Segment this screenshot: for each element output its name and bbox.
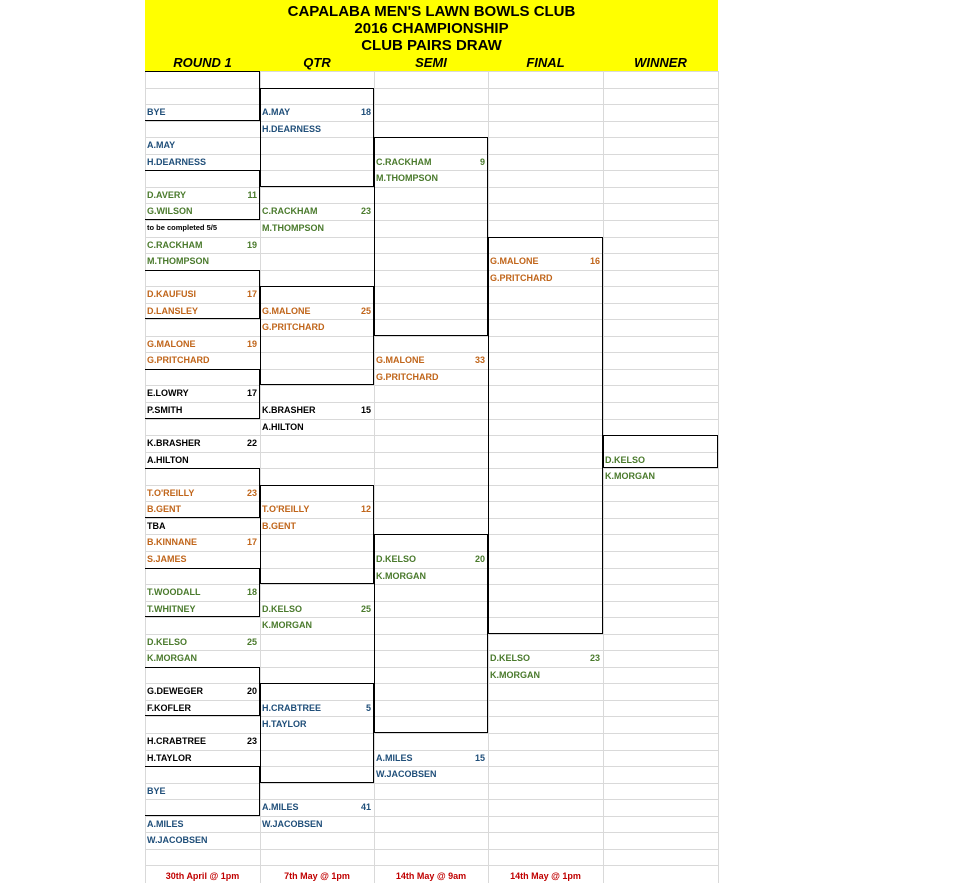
- player-pair-name: C.RACKHAM: [147, 239, 203, 250]
- player-pair-name: M.THOMPSON: [262, 222, 324, 233]
- match-score: 15: [474, 752, 485, 763]
- player-pair-name: H.TAYLOR: [262, 719, 307, 730]
- qtr-date: 7th May @ 1pm: [284, 871, 350, 881]
- match-score: 23: [360, 206, 371, 217]
- final-heading: FINAL: [526, 55, 565, 70]
- player-pair-name: G.MALONE: [376, 355, 425, 366]
- match-score: 19: [246, 239, 257, 250]
- player-pair-name: G.MALONE: [262, 305, 311, 316]
- player-pair-name: A.MILES: [376, 752, 413, 763]
- player-pair-name: D.KAUFUSI: [147, 289, 196, 300]
- bracket-connector: [260, 683, 374, 782]
- player-pair-name: K.BRASHER: [262, 405, 316, 415]
- player-pair-name: D.KELSO: [490, 653, 531, 664]
- bracket-connector: [260, 485, 374, 584]
- player-pair-name: G.MALONE: [490, 256, 539, 267]
- player-pair-name: BYE: [147, 107, 166, 118]
- player-pair-name: BYE: [147, 785, 166, 796]
- match-score: 18: [246, 587, 257, 598]
- match-score: 23: [246, 487, 257, 498]
- player-pair-name: G.PRITCHARD: [147, 355, 210, 366]
- player-pair-name: D.AVERY: [147, 189, 187, 200]
- player-pair-name: H.DEARNESS: [262, 123, 322, 134]
- match-score: 18: [360, 107, 371, 118]
- bracket-connector: [260, 88, 374, 187]
- match-score: 25: [360, 305, 371, 316]
- round1-date: 30th April @ 1pm: [165, 871, 240, 881]
- championship-title: 2016 CHAMPIONSHIP: [354, 20, 509, 37]
- player-pair-name: K.MORGAN: [605, 471, 655, 482]
- player-pair-name: H.DEARNESS: [147, 156, 207, 167]
- final-date: 14th May @ 1pm: [510, 871, 581, 881]
- bracket-connector: [488, 237, 603, 634]
- player-pair-name: K.BRASHER: [147, 438, 201, 449]
- match-score: 16: [589, 256, 600, 267]
- player-pair-name: TBA: [147, 520, 166, 531]
- player-pair-name: G.PRITCHARD: [262, 322, 325, 333]
- match-score: 17: [246, 537, 257, 548]
- player-pair-name: T.WOODALL: [147, 587, 201, 598]
- player-pair-name: A.HILTON: [262, 421, 304, 432]
- player-pair-name: D.KELSO: [376, 553, 417, 564]
- player-pair-name: D.KELSO: [605, 454, 646, 465]
- player-pair-name: A.MAY: [147, 140, 176, 151]
- club-title: CAPALABA MEN'S LAWN BOWLS CLUB: [287, 3, 576, 20]
- player-pair-name: G.DEWEGER: [147, 686, 204, 697]
- match-score: 25: [246, 636, 257, 647]
- player-pair-name: P.SMITH: [147, 405, 183, 415]
- player-pair-name: to be completed 5/5: [147, 222, 218, 232]
- player-pair-name: T.WHITNEY: [147, 603, 196, 614]
- player-pair-name: T.O'REILLY: [147, 487, 195, 498]
- player-pair-name: M.THOMPSON: [147, 256, 209, 267]
- player-pair-name: C.RACKHAM: [376, 156, 432, 167]
- semi-date: 14th May @ 9am: [395, 871, 467, 881]
- grid-line: [145, 419, 718, 420]
- match-score: 19: [246, 338, 257, 349]
- match-score: 11: [247, 189, 257, 200]
- player-pair-name: D.KELSO: [147, 636, 188, 647]
- player-pair-name: C.RACKHAM: [262, 206, 318, 217]
- grid-column-line: [718, 71, 719, 883]
- player-pair-name: W.JACOBSEN: [376, 769, 437, 780]
- round1-heading: ROUND 1: [173, 55, 232, 70]
- winner-heading: WINNER: [634, 55, 687, 70]
- player-pair-name: A.MAY: [262, 107, 291, 118]
- bracket-connector: [260, 286, 374, 385]
- match-score: 12: [360, 504, 371, 515]
- player-pair-name: G.MALONE: [147, 338, 196, 349]
- match-score: 20: [246, 686, 257, 697]
- player-pair-name: D.LANSLEY: [147, 305, 199, 316]
- player-pair-name: H.CRABTREE: [262, 702, 322, 713]
- player-pair-name: S.JAMES: [147, 553, 187, 564]
- grid-line: [145, 849, 718, 850]
- player-pair-name: H.CRABTREE: [147, 736, 207, 746]
- match-score: 15: [360, 405, 371, 415]
- player-pair-name: W.JACOBSEN: [147, 835, 208, 846]
- match-score: 5: [365, 702, 371, 713]
- grid-line: [145, 865, 718, 866]
- player-pair-name: M.THOMPSON: [376, 173, 438, 184]
- player-pair-name: F.KOFLER: [147, 702, 191, 713]
- qtr-heading: QTR: [303, 55, 331, 70]
- match-score: 33: [474, 355, 485, 366]
- match-score: 17: [246, 289, 257, 300]
- player-pair-name: H.TAYLOR: [147, 752, 192, 763]
- match-score: 22: [246, 438, 257, 449]
- player-pair-name: A.MILES: [262, 802, 299, 813]
- match-score: 23: [246, 736, 257, 746]
- draw-title: CLUB PAIRS DRAW: [361, 37, 502, 54]
- player-pair-name: G.WILSON: [147, 206, 193, 217]
- semi-heading: SEMI: [415, 55, 447, 70]
- player-pair-name: K.MORGAN: [147, 653, 197, 664]
- match-score: 20: [474, 553, 485, 564]
- player-pair-name: D.KELSO: [262, 603, 303, 614]
- player-pair-name: T.O'REILLY: [262, 504, 310, 515]
- match-score: 23: [589, 653, 600, 664]
- match-score: 17: [246, 388, 257, 399]
- player-pair-name: B.GENT: [262, 520, 297, 531]
- player-pair-name: K.MORGAN: [490, 669, 540, 680]
- player-pair-name: B.GENT: [147, 504, 182, 515]
- player-pair-name: G.PRITCHARD: [376, 371, 439, 382]
- player-pair-name: B.KINNANE: [147, 537, 198, 548]
- match-score: 41: [360, 802, 371, 813]
- player-pair-name: A.HILTON: [147, 454, 189, 465]
- match-score: 9: [479, 156, 485, 167]
- player-pair-name: K.MORGAN: [262, 620, 312, 631]
- player-pair-name: A.MILES: [147, 818, 184, 829]
- draw-sheet: [145, 0, 718, 883]
- player-pair-name: E.LOWRY: [147, 388, 189, 399]
- grid-line: [145, 121, 718, 122]
- player-pair-name: G.PRITCHARD: [490, 272, 553, 283]
- player-pair-name: W.JACOBSEN: [262, 818, 323, 829]
- player-pair-name: K.MORGAN: [376, 570, 426, 581]
- title-banner: [145, 0, 718, 71]
- match-score: 25: [360, 603, 371, 614]
